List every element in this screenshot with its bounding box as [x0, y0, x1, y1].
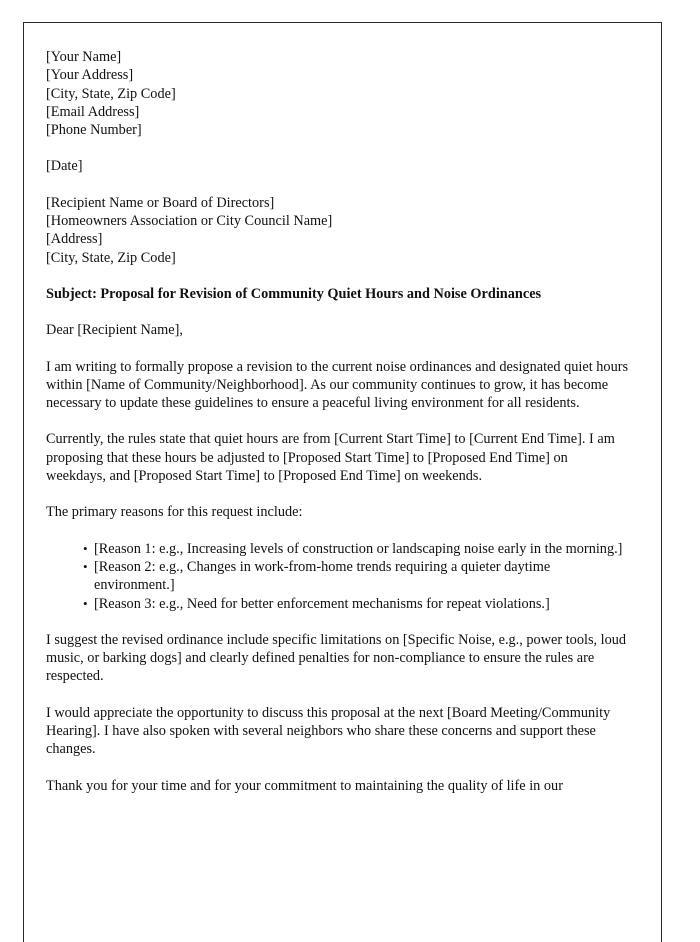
- list-item: • [Reason 1: e.g., Increasing levels of construction or landscaping noise early in the morning.]: [83, 540, 631, 558]
- reasons-list-intro: The primary reasons for this request include:: [46, 504, 303, 521]
- subject-line: Subject: Proposal for Revision of Community Quiet Hours and Noise Ordinances: [46, 285, 542, 302]
- salutation: Dear [Recipient Name],: [46, 322, 183, 339]
- list-item: • [Reason 2: e.g., Changes in work-from-home trends requiring a quieter daytime environment.]: [83, 558, 631, 595]
- sender-email: [Email Address]: [46, 103, 140, 120]
- recipient-organization: [Homeowners Association or City Council Name]: [46, 213, 333, 230]
- sender-street: [Your Address]: [46, 67, 134, 84]
- list-item: • [Reason 3: e.g., Need for better enforcement mechanisms for repeat violations.]: [83, 595, 631, 613]
- sender-phone: [Phone Number]: [46, 122, 142, 139]
- reasons-list: [46, 540, 631, 613]
- sender-name: [Your Name]: [46, 49, 122, 65]
- body-paragraph-4: I would appreciate the opportunity to discuss this proposal at the next [Board Meeting/Community Hearing]. I have also spoken with several neighbors who share these concerns and support these changes.: [46, 704, 611, 758]
- sender-city-state-zip: [City, State, Zip Code]: [46, 85, 176, 102]
- body-paragraph-2: Currently, the rules state that quiet hours are from [Current Start Time] to [Current End Time]. I am proposing that these hours be adjusted to [Proposed Start Time] to [Proposed End Time] on weekdays, and [Proposed Start Time] to [Proposed End Time] on weekends.: [46, 431, 615, 485]
- recipient-city-state-zip: [City, State, Zip Code]: [46, 249, 176, 266]
- sender-address-block: [46, 48, 631, 139]
- body-paragraph-1: I am writing to formally propose a revision to the current noise ordinances and designated quiet hours within [Name of Community/Neighborhood]. As our community continues to grow, it has become necessary to update these guidelines to ensure a peaceful living environment for all residents.: [46, 358, 629, 412]
- body-paragraph-3: I suggest the revised ordinance include specific limitations on [Specific Noise, e.g., power tools, loud music, or barking dogs] and clearly defined penalties for non-compliance to ensure the rules are respected.: [46, 631, 627, 685]
- recipient-address-block: [46, 194, 631, 267]
- date-line: [Date]: [46, 158, 83, 175]
- letter-body: [46, 48, 631, 813]
- date-block: [46, 157, 631, 175]
- recipient-street: [Address]: [46, 231, 103, 248]
- document-page: [23, 22, 662, 942]
- body-paragraph-5: Thank you for your time and for your commitment to maintaining the quality of life in our: [46, 777, 563, 794]
- recipient-name: [Recipient Name or Board of Directors]: [46, 194, 275, 211]
